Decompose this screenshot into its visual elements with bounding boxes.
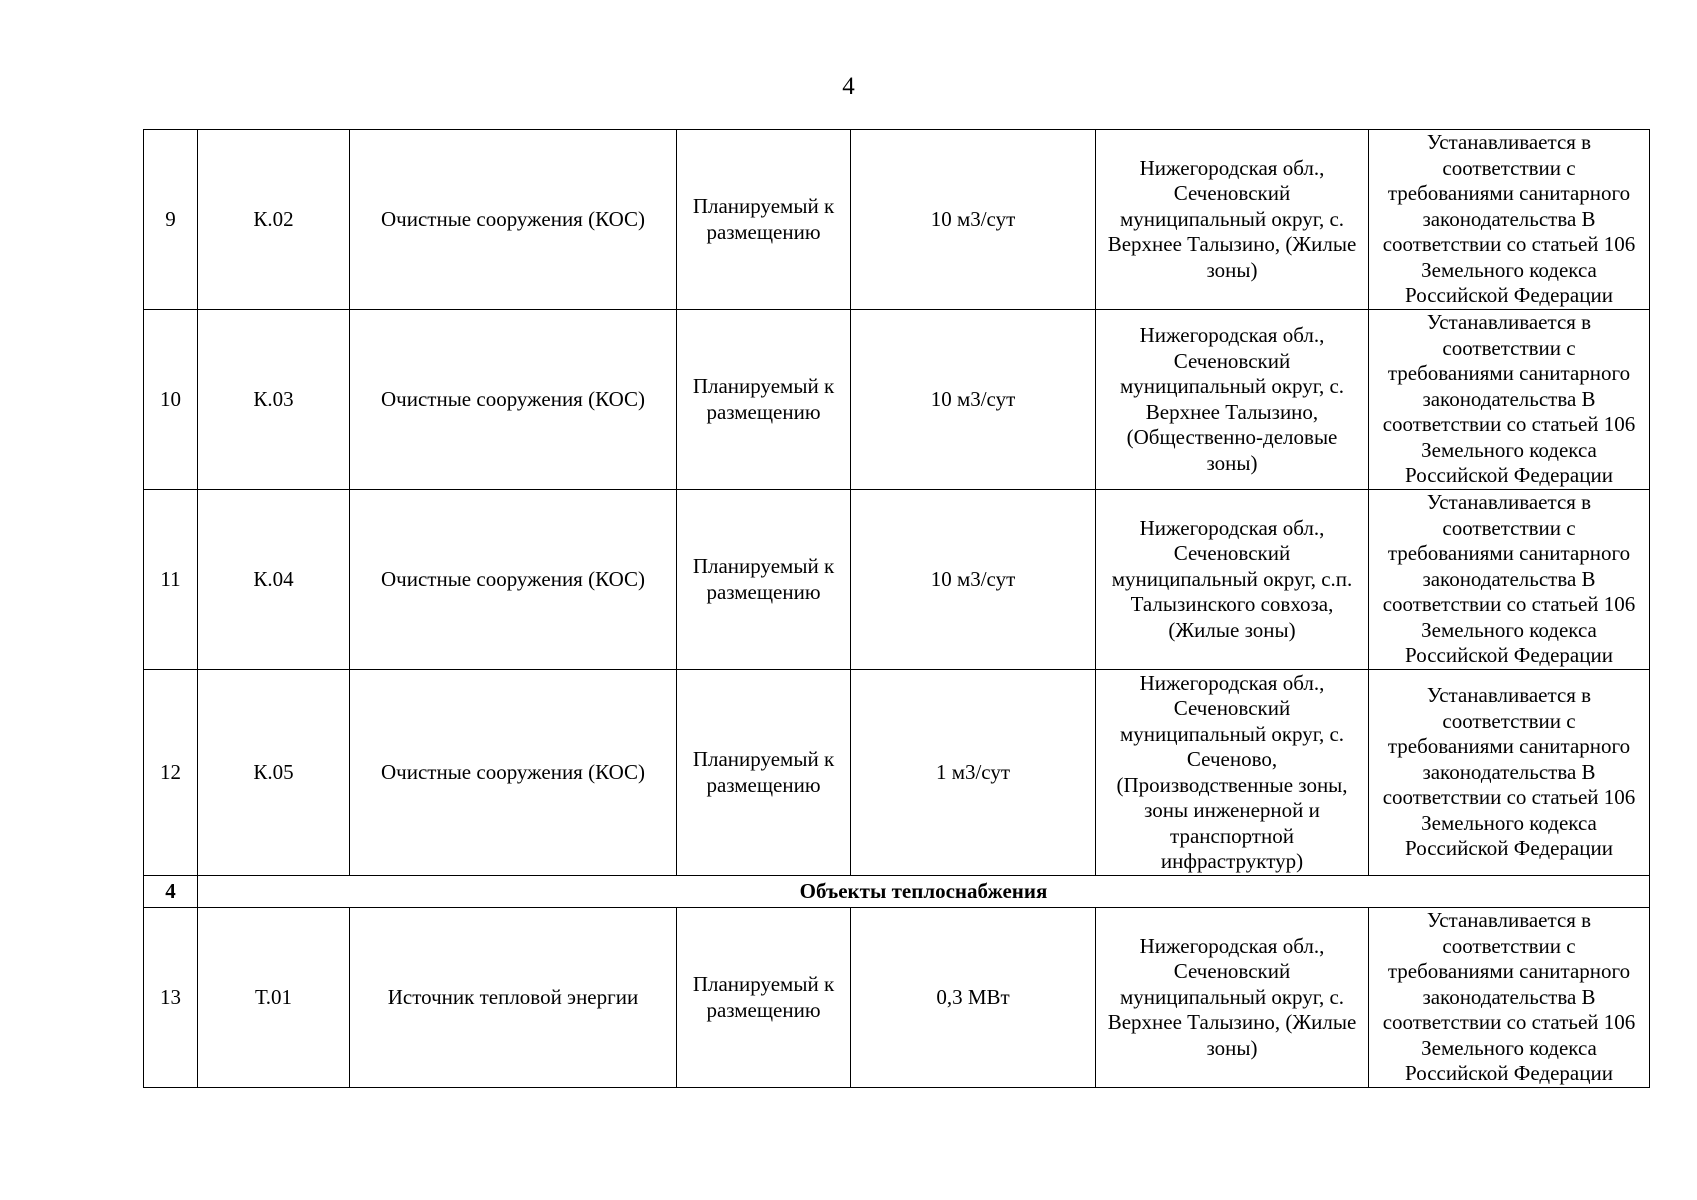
table-row [144, 490, 1650, 670]
section-number: 4 [144, 876, 198, 908]
object-capacity: 0,3 МВт [851, 908, 1096, 1088]
object-location: Нижегородская обл., Сеченовский муниципальный округ, с. Верхнее Талызино, (Общественно-деловые зоны) [1096, 310, 1369, 490]
page-number: 4 [842, 73, 855, 100]
object-name: Очистные сооружения (КОС) [350, 490, 677, 670]
object-code: К.02 [198, 130, 350, 310]
row-number: 12 [144, 670, 198, 876]
row-number: 11 [144, 490, 198, 670]
row-number: 10 [144, 310, 198, 490]
table-row [144, 310, 1650, 490]
object-location: Нижегородская обл., Сеченовский муниципальный округ, с. Верхнее Талызино, (Жилые зоны) [1096, 908, 1369, 1088]
object-zone-info: Устанавливается в соответствии с требованиями санитарного законодательства В соответствии со статьей 106 Земельного кодекса Российской Федерации [1369, 490, 1650, 670]
object-status: Планируемый к размещению [677, 130, 851, 310]
object-code: К.04 [198, 490, 350, 670]
object-capacity: 10 м3/сут [851, 490, 1096, 670]
object-code: К.05 [198, 670, 350, 876]
object-capacity: 10 м3/сут [851, 310, 1096, 490]
table-row [144, 130, 1650, 310]
object-code: Т.01 [198, 908, 350, 1088]
object-code: К.03 [198, 310, 350, 490]
object-capacity: 10 м3/сут [851, 130, 1096, 310]
object-zone-info: Устанавливается в соответствии с требованиями санитарного законодательства В соответствии со статьей 106 Земельного кодекса Российской Федерации [1369, 908, 1650, 1088]
object-status: Планируемый к размещению [677, 490, 851, 670]
table-row [144, 670, 1650, 876]
object-name: Очистные сооружения (КОС) [350, 670, 677, 876]
section-title: Объекты теплоснабжения [198, 876, 1650, 908]
object-zone-info: Устанавливается в соответствии с требованиями санитарного законодательства В соответствии со статьей 106 Земельного кодекса Российской Федерации [1369, 130, 1650, 310]
object-status: Планируемый к размещению [677, 310, 851, 490]
object-name: Источник тепловой энергии [350, 908, 677, 1088]
row-number: 13 [144, 908, 198, 1088]
object-location: Нижегородская обл., Сеченовский муниципальный округ, с.п. Талызинского совхоза, (Жилые зоны) [1096, 490, 1369, 670]
object-name: Очистные сооружения (КОС) [350, 130, 677, 310]
objects-table [143, 129, 1650, 1088]
section-header-row [144, 876, 1650, 908]
object-location: Нижегородская обл., Сеченовский муниципальный округ, с. Сеченово, (Производственные зоны, зоны инженерной и транспортной инфраструктур) [1096, 670, 1369, 876]
object-name: Очистные сооружения (КОС) [350, 310, 677, 490]
row-number: 9 [144, 130, 198, 310]
object-status: Планируемый к размещению [677, 908, 851, 1088]
table-row [144, 908, 1650, 1088]
object-location: Нижегородская обл., Сеченовский муниципальный округ, с. Верхнее Талызино, (Жилые зоны) [1096, 130, 1369, 310]
object-zone-info: Устанавливается в соответствии с требованиями санитарного законодательства В соответствии со статьей 106 Земельного кодекса Российской Федерации [1369, 670, 1650, 876]
object-capacity: 1 м3/сут [851, 670, 1096, 876]
object-status: Планируемый к размещению [677, 670, 851, 876]
object-zone-info: Устанавливается в соответствии с требованиями санитарного законодательства В соответствии со статьей 106 Земельного кодекса Российской Федерации [1369, 310, 1650, 490]
